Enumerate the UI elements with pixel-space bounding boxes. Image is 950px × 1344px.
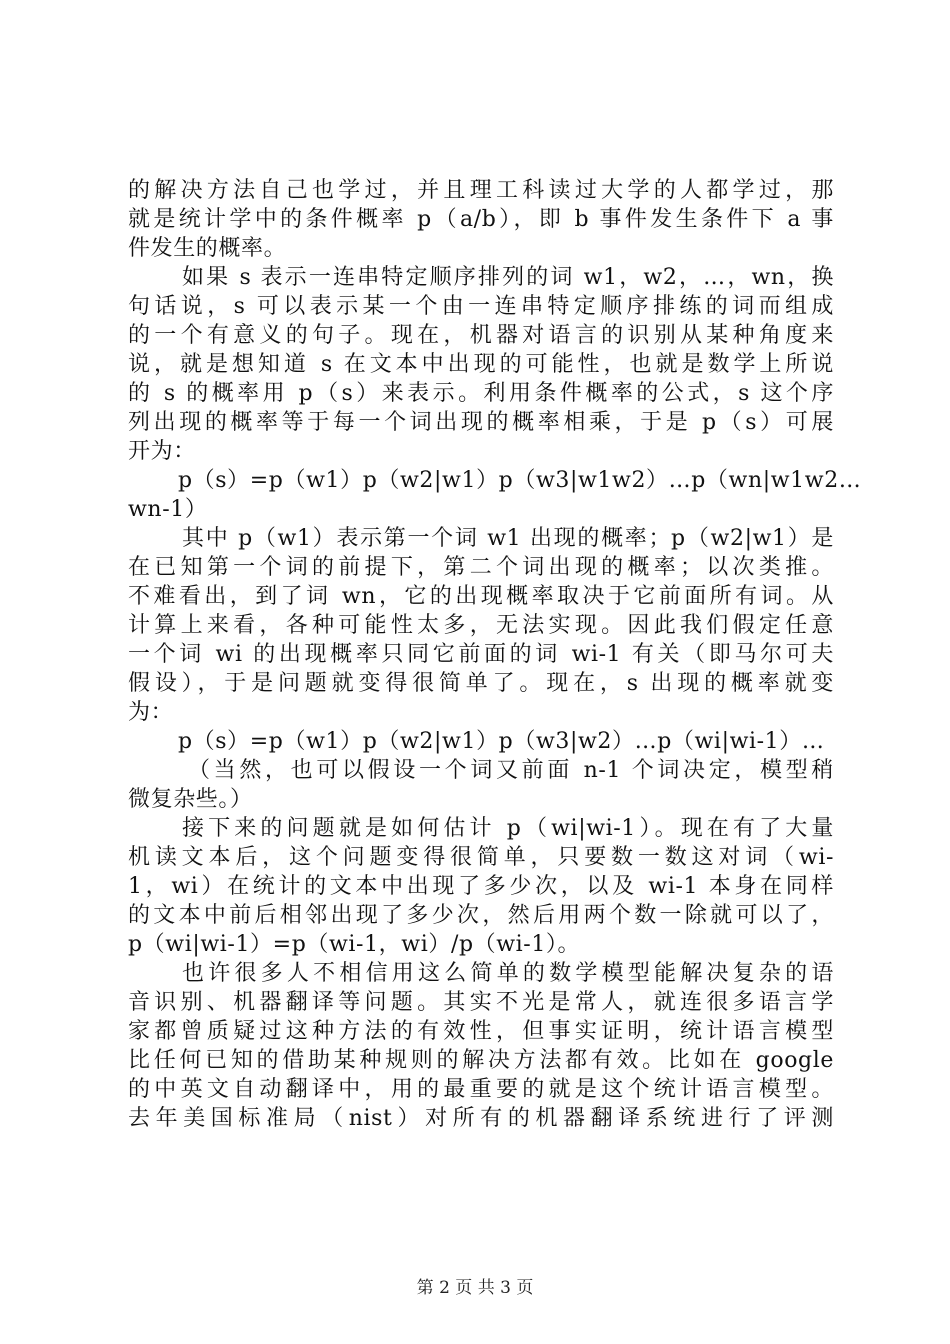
formula-line: p（s）=p（w1）p（w2|w1）p（w3|w1w2）…p（wn|w1w2… — [178, 468, 862, 493]
text-line: 微复杂些。） — [128, 787, 253, 812]
text-line: （当然，也可以假设一个词又前面 n-1 个词决定，模型稍 — [188, 758, 834, 783]
text-line: 的中英文自动翻译中，用的最重要的就是这个统计语言模型。 — [128, 1077, 834, 1102]
text-line: 的解决方法自己也学过，并且理工科读过大学的人都学过，那 — [128, 178, 834, 203]
text-line: 句话说，s 可以表示某一个由一连串特定顺序排练的词而组成 — [128, 294, 834, 319]
text-line: 不难看出，到了词 wn，它的出现概率取决于它前面所有词。从 — [128, 584, 834, 609]
text-line: 机读文本后，这个问题变得很简单，只要数一数这对词（wi- — [128, 845, 834, 870]
text-line: 列出现的概率等于每一个词出现的概率相乘，于是 p（s）可展 — [128, 410, 834, 435]
text-line: 也许很多人不相信用这么简单的数学模型能解决复杂的语 — [182, 961, 834, 986]
text-line: 家都曾质疑过这种方法的有效性，但事实证明，统计语言模型 — [128, 1019, 834, 1044]
text-line: 如果 s 表示一连串特定顺序排列的词 w1，w2，…，wn，换 — [182, 265, 834, 290]
text-line: 说，就是想知道 s 在文本中出现的可能性，也就是数学上所说 — [128, 352, 834, 377]
text-line: 就是统计学中的条件概率 p（a/b），即 b 事件发生条件下 a 事 — [128, 207, 834, 232]
text-line: 开为： — [128, 439, 196, 464]
body-text — [128, 176, 862, 1133]
text-line: 其中 p（w1）表示第一个词 w1 出现的概率；p（w2|w1）是 — [182, 526, 834, 551]
text-line: 在已知第一个词的前提下，第二个词出现的概率；以次类推。 — [128, 555, 834, 580]
text-line: 比任何已知的借助某种规则的解决方法都有效。比如在 google — [128, 1048, 834, 1073]
text-line: 假设），于是问题就变得很简单了。现在，s 出现的概率就变 — [128, 671, 834, 696]
text-line: 计算上来看，各种可能性太多，无法实现。因此我们假定任意 — [128, 613, 834, 638]
text-line: 的 s 的概率用 p（s）来表示。利用条件概率的公式，s 这个序 — [128, 381, 834, 406]
page-footer: 第 2 页 共 3 页 — [416, 1278, 534, 1298]
text-line: 一个词 wi 的出现概率只同它前面的词 wi-1 有关（即马尔可夫 — [128, 642, 834, 667]
text-line: 的文本中前后相邻出现了多少次，然后用两个数一除就可以了， — [128, 903, 834, 928]
formula-line: wn-1） — [128, 497, 208, 522]
formula-line: p（s）=p（w1）p（w2|w1）p（w3|w2）…p（wi|wi-1）… — [178, 729, 825, 754]
text-line: 为： — [128, 700, 174, 725]
text-line: 1，wi）在统计的文本中出现了多少次，以及 wi-1 本身在同样 — [128, 874, 834, 899]
text-line: 去年美国标准局（nist）对所有的机器翻译系统进行了评测 — [128, 1106, 834, 1131]
formula-line: p（wi|wi-1）=p（wi-1，wi）/p（wi-1）。 — [128, 932, 581, 957]
text-line: 音识别、机器翻译等问题。其实不光是常人，就连很多语言学 — [128, 990, 834, 1015]
text-line: 件发生的概率。 — [128, 236, 287, 261]
text-line: 的一个有意义的句子。现在，机器对语言的识别从某种角度来 — [128, 323, 834, 348]
text-line: 接下来的问题就是如何估计 p（wi|wi-1）。现在有了大量 — [182, 816, 834, 841]
